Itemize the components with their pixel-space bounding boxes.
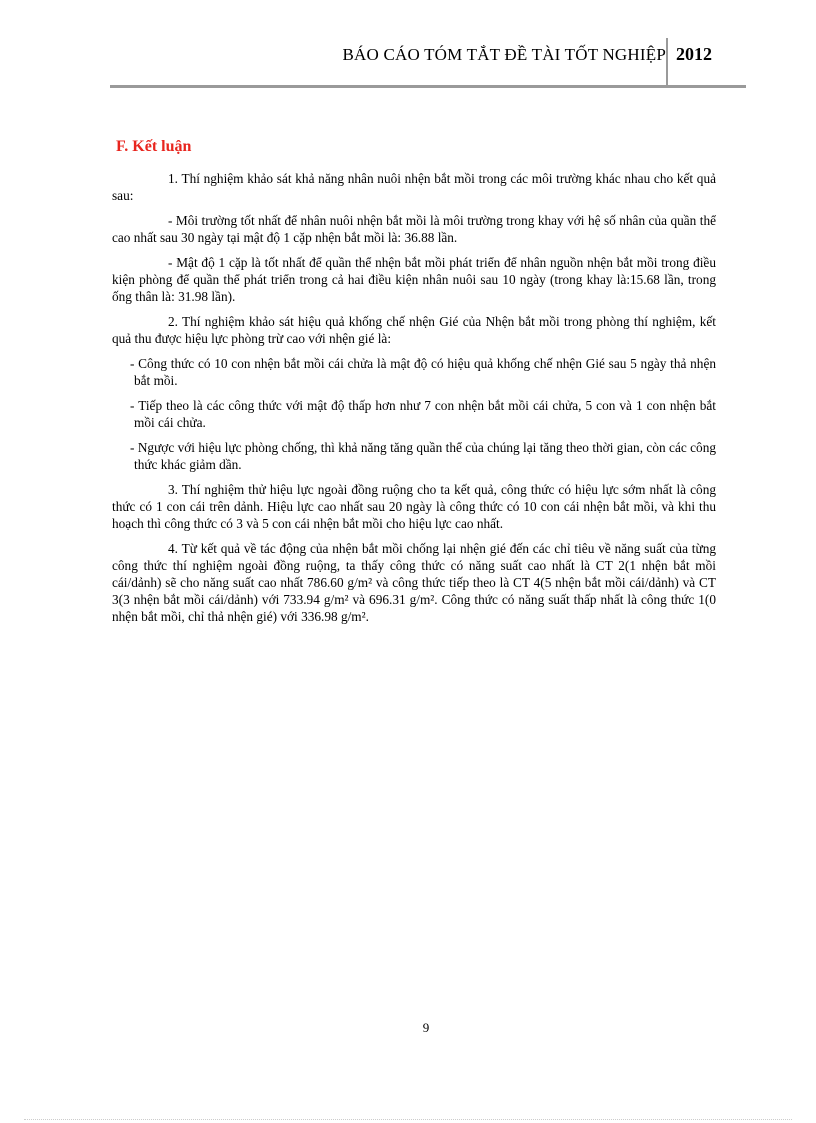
paragraph-2-item-a: - Công thức có 10 con nhện bắt mồi cái chửa là mật độ có hiệu quả khống chế nhện Gié sau 5 ngày thả nhện bắt mồi. [130,356,716,388]
paragraph-2: 2. Thí nghiệm khảo sát hiệu quả khống chế nhện Gié của Nhện bắt mồi trong phòng thí nghiệm, kết quả thu được hiệu lực phòng trừ cao với nhện gié là: [112,314,716,346]
paragraph-1-item-b: - Mật độ 1 cặp là tốt nhất để quần thể nhện bắt mồi phát triển để nhân nguồn nhện bắt mồi trong điều kiện phòng để quần thể phát triển trong cả hai điều kiện nhân nuôi sau 10 ngày (trong khay là:15.68 lần, trong ống thân là: 31.98 lần). [112,255,716,304]
header-title: BÁO CÁO TÓM TẮT ĐỀ TÀI TỐT NGHIỆP [342,45,666,64]
page-number: 9 [422,1020,430,1035]
paragraph-1: 1. Thí nghiệm khảo sát khả năng nhân nuôi nhện bắt mồi trong các môi trường khác nhau cho kết quả sau: [112,171,716,203]
page-header [110,38,746,88]
header-rule [110,85,746,88]
document-body [112,170,716,633]
section-title: F. Kết luận [116,138,192,155]
page-bottom-border [24,1119,792,1120]
paragraph-1-item-a: - Môi trường tốt nhất để nhân nuôi nhện bắt mồi là môi trường trong khay với hệ số nhân của quần thể cao nhất sau 30 ngày tại mật độ 1 cặp nhện bắt mồi là: 36.88 lần. [112,213,716,245]
header-year: 2012 [676,44,712,64]
paragraph-2-item-c: - Ngược với hiệu lực phòng chống, thì khả năng tăng quần thể của chúng lại tăng theo thời gian, còn các công thức khác giảm dần. [130,440,716,472]
paragraph-2-item-b: - Tiếp theo là các công thức với mật độ thấp hơn như 7 con nhện bắt mồi cái chửa, 5 con và 1 con nhện bắt mồi cái chửa. [130,398,716,430]
paragraph-4: 4. Từ kết quả về tác động của nhện bắt mồi chống lại nhện gié đến các chỉ tiêu về năng suất của từng công thức thí nghiệm ngoài đồng ruộng, ta thấy công thức có năng suất cao nhất là CT 2(1 nhện bắt mồi cái/dảnh) sẽ cho năng suất cao nhất 786.60 g/m² và công thức tiếp theo là CT 4(5 nhện bắt mồi cái/dảnh) và CT 3(3 nhện bắt mồi cái/dảnh) với 733.94 g/m² và 696.31 g/m². Công thức có năng suất thấp nhất là công thức 1(0 nhện bắt mồi, chỉ thả nhện gié) với 336.98 g/m². [112,541,716,624]
header-divider [666,38,668,86]
paragraph-3: 3. Thí nghiệm thử hiệu lực ngoài đồng ruộng cho ta kết quả, công thức có hiệu lực sớm nhất là công thức có 1 con cái trên dảnh. Hiệu lực cao nhất sau 20 ngày là công thức có 10 con cái nhện bắt mồi, và khi thu hoạch thì công thức có 3 và 5 con cái nhện bắt mồi cho hiệu lực cao nhất. [112,482,716,531]
